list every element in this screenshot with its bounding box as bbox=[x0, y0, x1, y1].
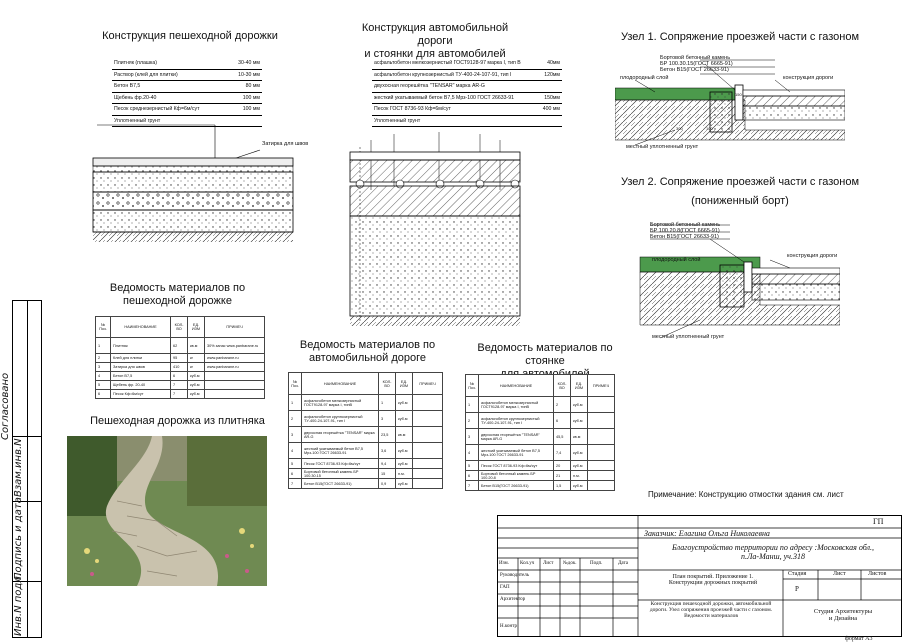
ped-materials-table bbox=[95, 316, 265, 399]
pedestrian-section-drawing bbox=[85, 120, 320, 250]
road-section-drawing bbox=[340, 122, 540, 332]
customer-name: Заказчик: Елагина Ольга Николаевна bbox=[644, 529, 770, 538]
table-row: 6 Песок Кф=6м/сут 7 куб.м bbox=[96, 390, 265, 399]
note-text: Примечание: Конструкцию отмостки здания см. лист bbox=[648, 490, 844, 499]
side-label-replacement: Взам.инв.N bbox=[13, 438, 24, 497]
layer-row: жесткий укатываемый бетон В7,5 Мрз-100 ГОСТ 26633-91 150мм bbox=[372, 93, 562, 105]
table-row: 5 Песок ГОСТ 8736-93 Кф=6м/сут 20 куб.м bbox=[466, 461, 615, 471]
col-header-list: Лист bbox=[543, 561, 554, 566]
pedestrian-path-title: Конструкция пешеходной дорожки bbox=[102, 30, 278, 42]
layer-row: Бетон В7,5 80 мм bbox=[112, 81, 262, 93]
side-label-signature: Подпись и дата bbox=[13, 497, 24, 580]
layer-row: Щебень фр.20-40 100 мм bbox=[112, 93, 262, 105]
road-layers bbox=[372, 58, 562, 127]
layer-row: Раствор (клей для плитки) 10-30 мм bbox=[112, 70, 262, 82]
table-row: 1 Плитняк 62 кв.м 30% запас www.panbarane.ru bbox=[96, 338, 265, 354]
table-row: 3 Затирка для швов 410 кг www.panbarane.ru bbox=[96, 363, 265, 372]
table-row: 1 асфальтобетон мелкозернистый ГОСТ9128-97 марка I, типВ 2 куб.м bbox=[466, 397, 615, 413]
role-gap: ГАП bbox=[500, 585, 510, 590]
col-header-date: Дата bbox=[618, 561, 628, 566]
table-header-row: № Поз. НАИМЕНОВАНИЕ КОЛ-ВО ЕД. ИЗМ ПРИМЕЧ bbox=[289, 373, 443, 395]
ped-table-title: Ведомость материалов по пешеходной дорожке bbox=[109, 282, 246, 307]
stage-value: Р bbox=[795, 585, 799, 593]
role-norm-control: Н.контр bbox=[500, 624, 517, 629]
road-table-title: Ведомость материалов по автомобильной дороге bbox=[299, 339, 436, 364]
pedestrian-layers bbox=[112, 58, 262, 127]
table-row: 1 асфальтобетон мелкозернистый ГОСТ9128-97 марка I, типВ 1 куб.м bbox=[289, 395, 443, 411]
role-head: Руководитель bbox=[500, 573, 530, 578]
node2-soil-label: плодородный слой bbox=[652, 257, 701, 263]
node1-road-label: конструкция дороги bbox=[783, 75, 834, 81]
table-row: 5 Щебень фр. 20-40 7 куб.м bbox=[96, 381, 265, 390]
side-label-inventory: Инв.N подл. bbox=[13, 573, 24, 636]
sheet-title: План покрытий. Приложение 1. Конструкции дорожных покрытий bbox=[668, 574, 758, 586]
garden-path-photo bbox=[67, 436, 267, 586]
sheet-code: ГП bbox=[873, 517, 884, 526]
table-row: 5 Песок ГОСТ 8736-93 Кф=6м/сут 9,4 куб.м bbox=[289, 459, 443, 469]
table-row: 4 жесткий укатываемый бетон В7,5 Мрз-100 ГОСТ 26633-91 3,6 куб.м bbox=[289, 443, 443, 459]
col-header-izm: Изм. bbox=[499, 561, 509, 566]
table-row: 4 жесткий укатываемый бетон В7,5 Мрз-100 ГОСТ 26633-91 7,4 куб.м bbox=[466, 445, 615, 461]
node1-soil-label: плодородный слой bbox=[620, 75, 669, 81]
layer-row: Уплотненный грунт bbox=[372, 116, 562, 128]
layer-row: Уплотненный грунт bbox=[112, 116, 262, 128]
grout-callout: Затирка для швов bbox=[262, 141, 309, 147]
title-block bbox=[497, 515, 902, 637]
sheet-header: Лист bbox=[833, 571, 846, 577]
parking-table-title: Ведомость материалов по стоянке bbox=[477, 342, 613, 367]
layer-row: Песок ГОСТ 8736-93 Кф=6м/сут 400 мм bbox=[372, 104, 562, 116]
table-row: 2 асфальтобетон крупнозернистый ТУ-400-24-107-91, тип I 3 куб.м bbox=[289, 411, 443, 427]
photo-title: Пешеходная дорожка из плитняка bbox=[90, 415, 265, 427]
node1-dim3: 100 bbox=[706, 126, 713, 131]
sheets-header: Листов bbox=[868, 571, 887, 577]
layer-row: двухосная георешётка "TENSAR" марка AR-G bbox=[372, 81, 562, 93]
drawing-description: Конструкция пешеходной дорожки, автомобильной дороги. Узел сопряжения проезжей части с газоном. Ведомости материалов bbox=[649, 601, 773, 619]
parking-materials-table bbox=[465, 374, 615, 491]
stage-header: Стадия bbox=[788, 571, 807, 577]
layer-row: асфальтобетон крупнозернистый ТУ-400-24-107-91, тип I 120мм bbox=[372, 70, 562, 82]
table-row: 2 Клей для плитки 95 кг www.panbarane.ru bbox=[96, 354, 265, 363]
project-address: Благоустройство территории по адресу :Московская обл., п.Ла-Манш, уч.318 bbox=[671, 543, 875, 561]
table-row: 6 Бортовой бетонный камень БР 100.20.8 21 п.м. bbox=[466, 471, 615, 481]
table-row: 3 двухосная георешётка "TENSAR" марка AR-G 23,5 кв.м bbox=[289, 427, 443, 443]
road-title: Конструкция автомобильной дороги и стоянки для автомобилей bbox=[361, 22, 509, 60]
table-row: 7 Бетон В15(ГОСТ 26633-91) 0,9 куб.м bbox=[289, 479, 443, 489]
node1-dim1: 150 bbox=[735, 92, 742, 97]
table-row: 6 Бортовой бетонный камень БР 100.30.15 15 п.м. bbox=[289, 469, 443, 479]
role-architect: Архитектор bbox=[500, 597, 526, 602]
table-header-row: № Поз. НАИМЕНОВАНИЕ КОЛ-ВО ЕД. ИЗМ ПРИМЕЧ bbox=[96, 317, 265, 338]
table-row: 2 асфальтобетон крупнозернистый ТУ-400-24-107-91, тип I 6 куб.м bbox=[466, 413, 615, 429]
col-header-sign: Подп. bbox=[590, 561, 603, 566]
node1-title: Узел 1. Сопряжение проезжей части с газоном bbox=[620, 31, 860, 43]
layer-row: Песок среднезернистый Кф=6м/сут 100 мм bbox=[112, 104, 262, 116]
layer-row: Плитняк (плашка) 30-40 мм bbox=[112, 58, 262, 70]
node2-title: Узел 2. Сопряжение проезжей части с газоном (пониженный борт) bbox=[620, 176, 860, 207]
node1-curb-label: Бортовой бетонный камень БР 100.30.15(ГОСТ 6665-91) Бетон В15(ГОСТ 26633-91) bbox=[660, 55, 733, 73]
table-row: 7 Бетон В15(ГОСТ 26633-91) 1,5 куб.м bbox=[466, 481, 615, 491]
node1-ground-label: местный уплотненный грунт bbox=[626, 144, 699, 150]
node1-dim2: 300 bbox=[676, 126, 683, 131]
paper-format: формат А3 bbox=[845, 636, 873, 642]
col-header-doc: №док. bbox=[563, 561, 577, 566]
layer-row: асфальтобетон мелкозернистый ГОСТ9128-97 марка I, тип В 40мм bbox=[372, 58, 562, 70]
table-row: 4 Бетон В7,5 6 куб.м bbox=[96, 372, 265, 381]
col-header-kol: Кол.уч bbox=[520, 561, 535, 566]
road-materials-table bbox=[288, 372, 443, 489]
table-header-row: № Поз. НАИМЕНОВАНИЕ КОЛ-ВО ЕД. ИЗМ ПРИМЕЧ bbox=[466, 375, 615, 397]
studio-name: Студия Архитектуры и Дизайна bbox=[813, 608, 873, 622]
node2-ground-label: местный уплотненный грунт bbox=[652, 334, 725, 340]
node2-curb-label: Бортовой бетонный камень БР 100.20.8(ГОСТ 6665-91) Бетон В15(ГОСТ 26633-91) bbox=[650, 222, 721, 240]
node2-road-label: конструкция дороги bbox=[787, 253, 838, 259]
side-label-agreed: Согласовано bbox=[0, 372, 11, 440]
table-row: 3 двухосная георешётка "TENSAR" марка AR-G 45,5 кв.м bbox=[466, 429, 615, 445]
